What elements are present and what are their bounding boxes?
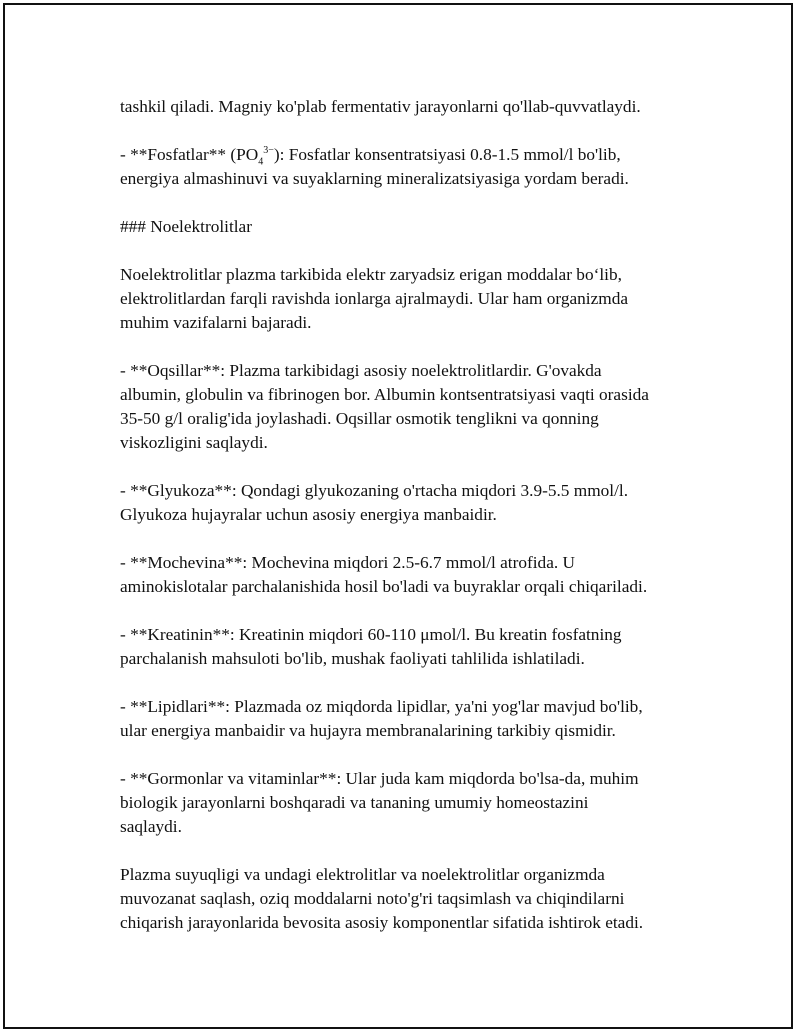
fosfat-subscript: 4 <box>258 156 264 168</box>
text-line: biologik jarayonlarni boshqaradi va tananing umumiy homeostazini <box>120 793 589 812</box>
text-line: - **Lipidlari**: Plazmada oz miqdorda lipidlar, ya'ni yog'lar mavjud bo'lib, <box>120 697 643 716</box>
text-line: muhim vazifalarni bajaradi. <box>120 313 312 332</box>
paragraph-magniy <box>120 95 695 119</box>
text-line: chiqarish jarayonlarida bevosita asosiy komponentlar sifatida ishtirok etadi. <box>120 913 644 932</box>
paragraph-fosfatlar <box>120 143 695 191</box>
text-line: - **Kreatinin**: Kreatinin miqdori 60-110 μmol/l. Bu kreatin fosfatning <box>120 625 622 644</box>
text-line: elektrolitlardan farqli ravishda ionlarga ajralmaydi. Ular ham organizmda <box>120 289 629 308</box>
text-line: aminokislotalar parchalanishida hosil bo'ladi va buyraklar orqali chiqariladi. <box>120 577 648 596</box>
text-line-fosfat <box>120 143 695 167</box>
text-line: Noelektrolitlar plazma tarkibida elektr zaryadsiz erigan moddalar bo‘lib, <box>120 265 622 284</box>
text-line: - **Gormonlar va vitaminlar**: Ular juda kam miqdorda bo'lsa-da, muhim <box>120 769 639 788</box>
text-line: muvozanat saqlash, oziq moddalarni noto'g'ri taqsimlash va chiqindilarni <box>120 889 625 908</box>
text-line: energiya almashinuvi va suyaklarning mineralizatsiyasiga yordam beradi. <box>120 169 629 188</box>
text-line: - **Mochevina**: Mochevina miqdori 2.5-6.7 mmol/l atrofida. U <box>120 553 575 572</box>
text-line: saqlaydi. <box>120 817 182 836</box>
paragraph-oqsillar <box>120 359 695 455</box>
text-line: - **Oqsillar**: Plazma tarkibidagi asosiy noelektrolitlardir. G'ovakda <box>120 361 602 380</box>
paragraph-gormonlar <box>120 767 695 839</box>
paragraph-lipidlari <box>120 695 695 743</box>
fosfat-text-pre: - **Fosfatlar** (PO <box>120 145 259 164</box>
paragraph-mochevina <box>120 551 695 599</box>
text-line: parchalanish mahsuloti bo'lib, mushak faoliyati tahlilida ishlatiladi. <box>120 649 585 668</box>
text-line: - **Glyukoza**: Qondagi glyukozaning o'rtacha miqdori 3.9-5.5 mmol/l. <box>120 481 629 500</box>
paragraph-kreatinin <box>120 623 695 671</box>
text-line: 35-50 g/l oralig'ida joylashadi. Oqsillar osmotik tenglikni va qonning <box>120 409 599 428</box>
text-line: Plazma suyuqligi va undagi elektrolitlar va noelektrolitlar organizmda <box>120 865 605 884</box>
text-line: albumin, globulin va fibrinogen bor. Albumin kontsentratsiyasi vaqti orasida <box>120 385 649 404</box>
fosfat-text-post: ): Fosfatlar konsentratsiyasi 0.8-1.5 mmol/l bo'lib, <box>273 145 621 164</box>
document-body <box>120 95 695 935</box>
section-heading-noelektrolitlar <box>120 215 695 239</box>
text-line: viskozligini saqlaydi. <box>120 433 268 452</box>
paragraph-noelektrolitlar-intro <box>120 263 695 335</box>
text-line: Glyukoza hujayralar uchun asosiy energiya manbaidir. <box>120 505 497 524</box>
text-line: ### Noelektrolitlar <box>120 217 252 236</box>
paragraph-conclusion <box>120 863 695 935</box>
paragraph-glyukoza <box>120 479 695 527</box>
fosfat-superscript: 3− <box>263 145 274 157</box>
text-line: tashkil qiladi. Magniy ko'plab fermentativ jarayonlarni qo'llab-quvvatlaydi. <box>120 97 641 116</box>
text-line: ular energiya manbaidir va hujayra membranalarining tarkibiy qismidir. <box>120 721 616 740</box>
document-page <box>3 3 793 1029</box>
